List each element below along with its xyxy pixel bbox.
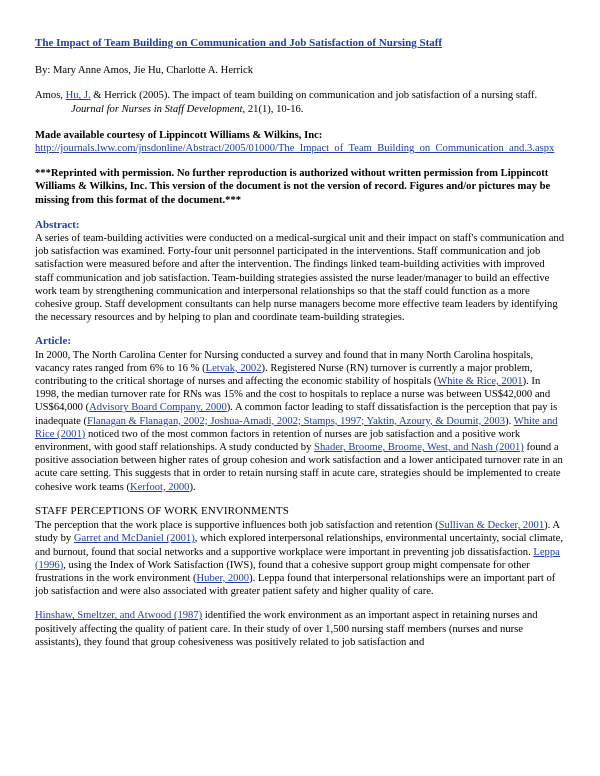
author-link-hu[interactable]: Hu, J.	[65, 90, 91, 102]
citation: Amos, Hu, J. & Herrick (2005). The impact of team building on communication and job satisfaction of a nursing staff. Journal for Nurses in Staff Development, 21(1), 10-16.	[35, 90, 538, 115]
ref-link[interactable]: Leppa (1996)	[35, 546, 560, 571]
ref-link[interactable]: Sullivan & Decker, 2001	[438, 520, 545, 532]
ref-link[interactable]: Hinshaw, Smeltzer, and Atwood (1987)	[35, 610, 203, 622]
journal-name: Journal for Nurses in Staff Development	[71, 103, 243, 115]
ref-link[interactable]: White and Rice (2001)	[35, 415, 558, 440]
publisher-url-link[interactable]: http://journals.lww.com/jnsdonline/Abstract/2005/01000/The_Impact_of_Team_Building_on_Communication_and.3.aspx	[35, 143, 555, 155]
ref-link[interactable]: Advisory Board Company, 2000	[89, 402, 227, 414]
abstract-text: A series of team-building activities were conducted on a medical-surgical unit and their impact on staff's communication and job satisfaction was examined. Forty-four unit personnel participated in the interventions. Staff communication and job satisfaction were measured before and after the intervention. The findings linked team-building activities with improved staff communication and job satisfaction. Team-building strategies assisted the nurse leader/manager to build an effective work team by strengthening communication and interpersonal relationships so that the staff could function as a more cohesive group. Staff development consultants can help nurse managers become more effective team leaders by identifying the necessary resources and by helping to plan and coordinate team-building strategies.	[35, 233, 564, 324]
courtesy-line: Made available courtesy of Lippincott Williams & Wilkins, Inc:	[35, 129, 323, 141]
section-heading: STAFF PERCEPTIONS OF WORK ENVIRONMENTS	[35, 504, 289, 517]
article-heading: Article:	[35, 335, 72, 348]
reprint-notice: ***Reprinted with permission. No further reproduction is authorized without written permission from Lippincott Williams & Wilkins, Inc. This version of the document is not the version of record. Figures and/or pictures may be missing from this format of the document.***	[35, 168, 551, 206]
byline: By: Mary Anne Amos, Jie Hu, Charlotte A. Herrick	[35, 65, 254, 77]
ref-link[interactable]: Kerfoot, 2000	[130, 481, 190, 493]
document-title-link[interactable]: The Impact of Team Building on Communication and Job Satisfaction of Nursing Staff	[35, 37, 443, 49]
ref-link[interactable]: Huber, 2000	[196, 572, 250, 584]
ref-link[interactable]: Garret and McDaniel (2001)	[73, 533, 195, 545]
abstract-heading: Abstract:	[35, 218, 80, 231]
ref-link[interactable]: White & Rice, 2001	[437, 376, 523, 388]
ref-link[interactable]: Flanagan & Flanagan, 2002; Joshua-Amadi, 2002; Stamps, 1997; Yaktin, Azoury, & Doumit, 2003	[87, 415, 506, 427]
section-paragraph-2: Hinshaw, Smeltzer, and Atwood (1987) identified the work environment as an important aspect in retaining nurses and positively affecting the quality of patient care. In their study of over 1,500 nursing staff members (nurses and nurse assistants), they found that group cohesiveness was positively related to job satisfaction and	[35, 610, 538, 648]
article-paragraph: In 2000, The North Carolina Center for Nursing conducted a survey and found that in many North Carolina hospitals, vacancy rates ranged from 6% to 16 % (Letvak, 2002). Registered Nurse (RN) turnover is currently a major problem, contributing to the critical shortage of nurses and affecting the economic stability of hospitals (White & Rice, 2001). In 1998, the median turnover rate for RNs was 15% and the cost to hospitals to replace a nurse was between US$42,000 and US$64,000 (Advisory Board Company, 2000). A common factor leading to staff dissatisfaction is the perception that pay is inadequate (Flanagan & Flanagan, 2002; Joshua-Amadi, 2002; Stamps, 1997; Yaktin, Azoury, & Doumit, 2003). White and Rice (2001) noticed two of the most common factors in retention of nurses are job satisfaction and a positive work environment, with good staff relationships. A study conducted by Shader, Broome, Broome, West, and Nash (2001) found a positive association between higher rates of group cohesion and work satisfaction and a lower anticipated turnover rate in an acute care setting. This suggests that in order to retain nursing staff in acute care, strategies should be implemented to create cohesive work teams (Kerfoot, 2000).	[35, 349, 563, 493]
section-paragraph-1: The perception that the work place is supportive influences both job satisfaction and retention (Sullivan & Decker, 2001). A study by Garret and McDaniel (2001), which explored interpersonal relationships, environmental uncertainty, social climate, and burnout, found that social networks and a supportive workplace were important in preventing job dissatisfaction. Leppa (1996), using the Index of Work Satisfaction (IWS), found that a cohesive support group might compensate for other frustrations in the work environment (Huber, 2000). Leppa found that interpersonal relationships were an important part of job satisfaction and were also associated with greater patient safety and higher quality of care.	[35, 520, 563, 598]
ref-link[interactable]: Shader, Broome, Broome, West, and Nash (2001)	[314, 442, 524, 454]
document-page	[35, 37, 565, 660]
ref-link[interactable]: Letvak, 2002	[205, 362, 262, 374]
